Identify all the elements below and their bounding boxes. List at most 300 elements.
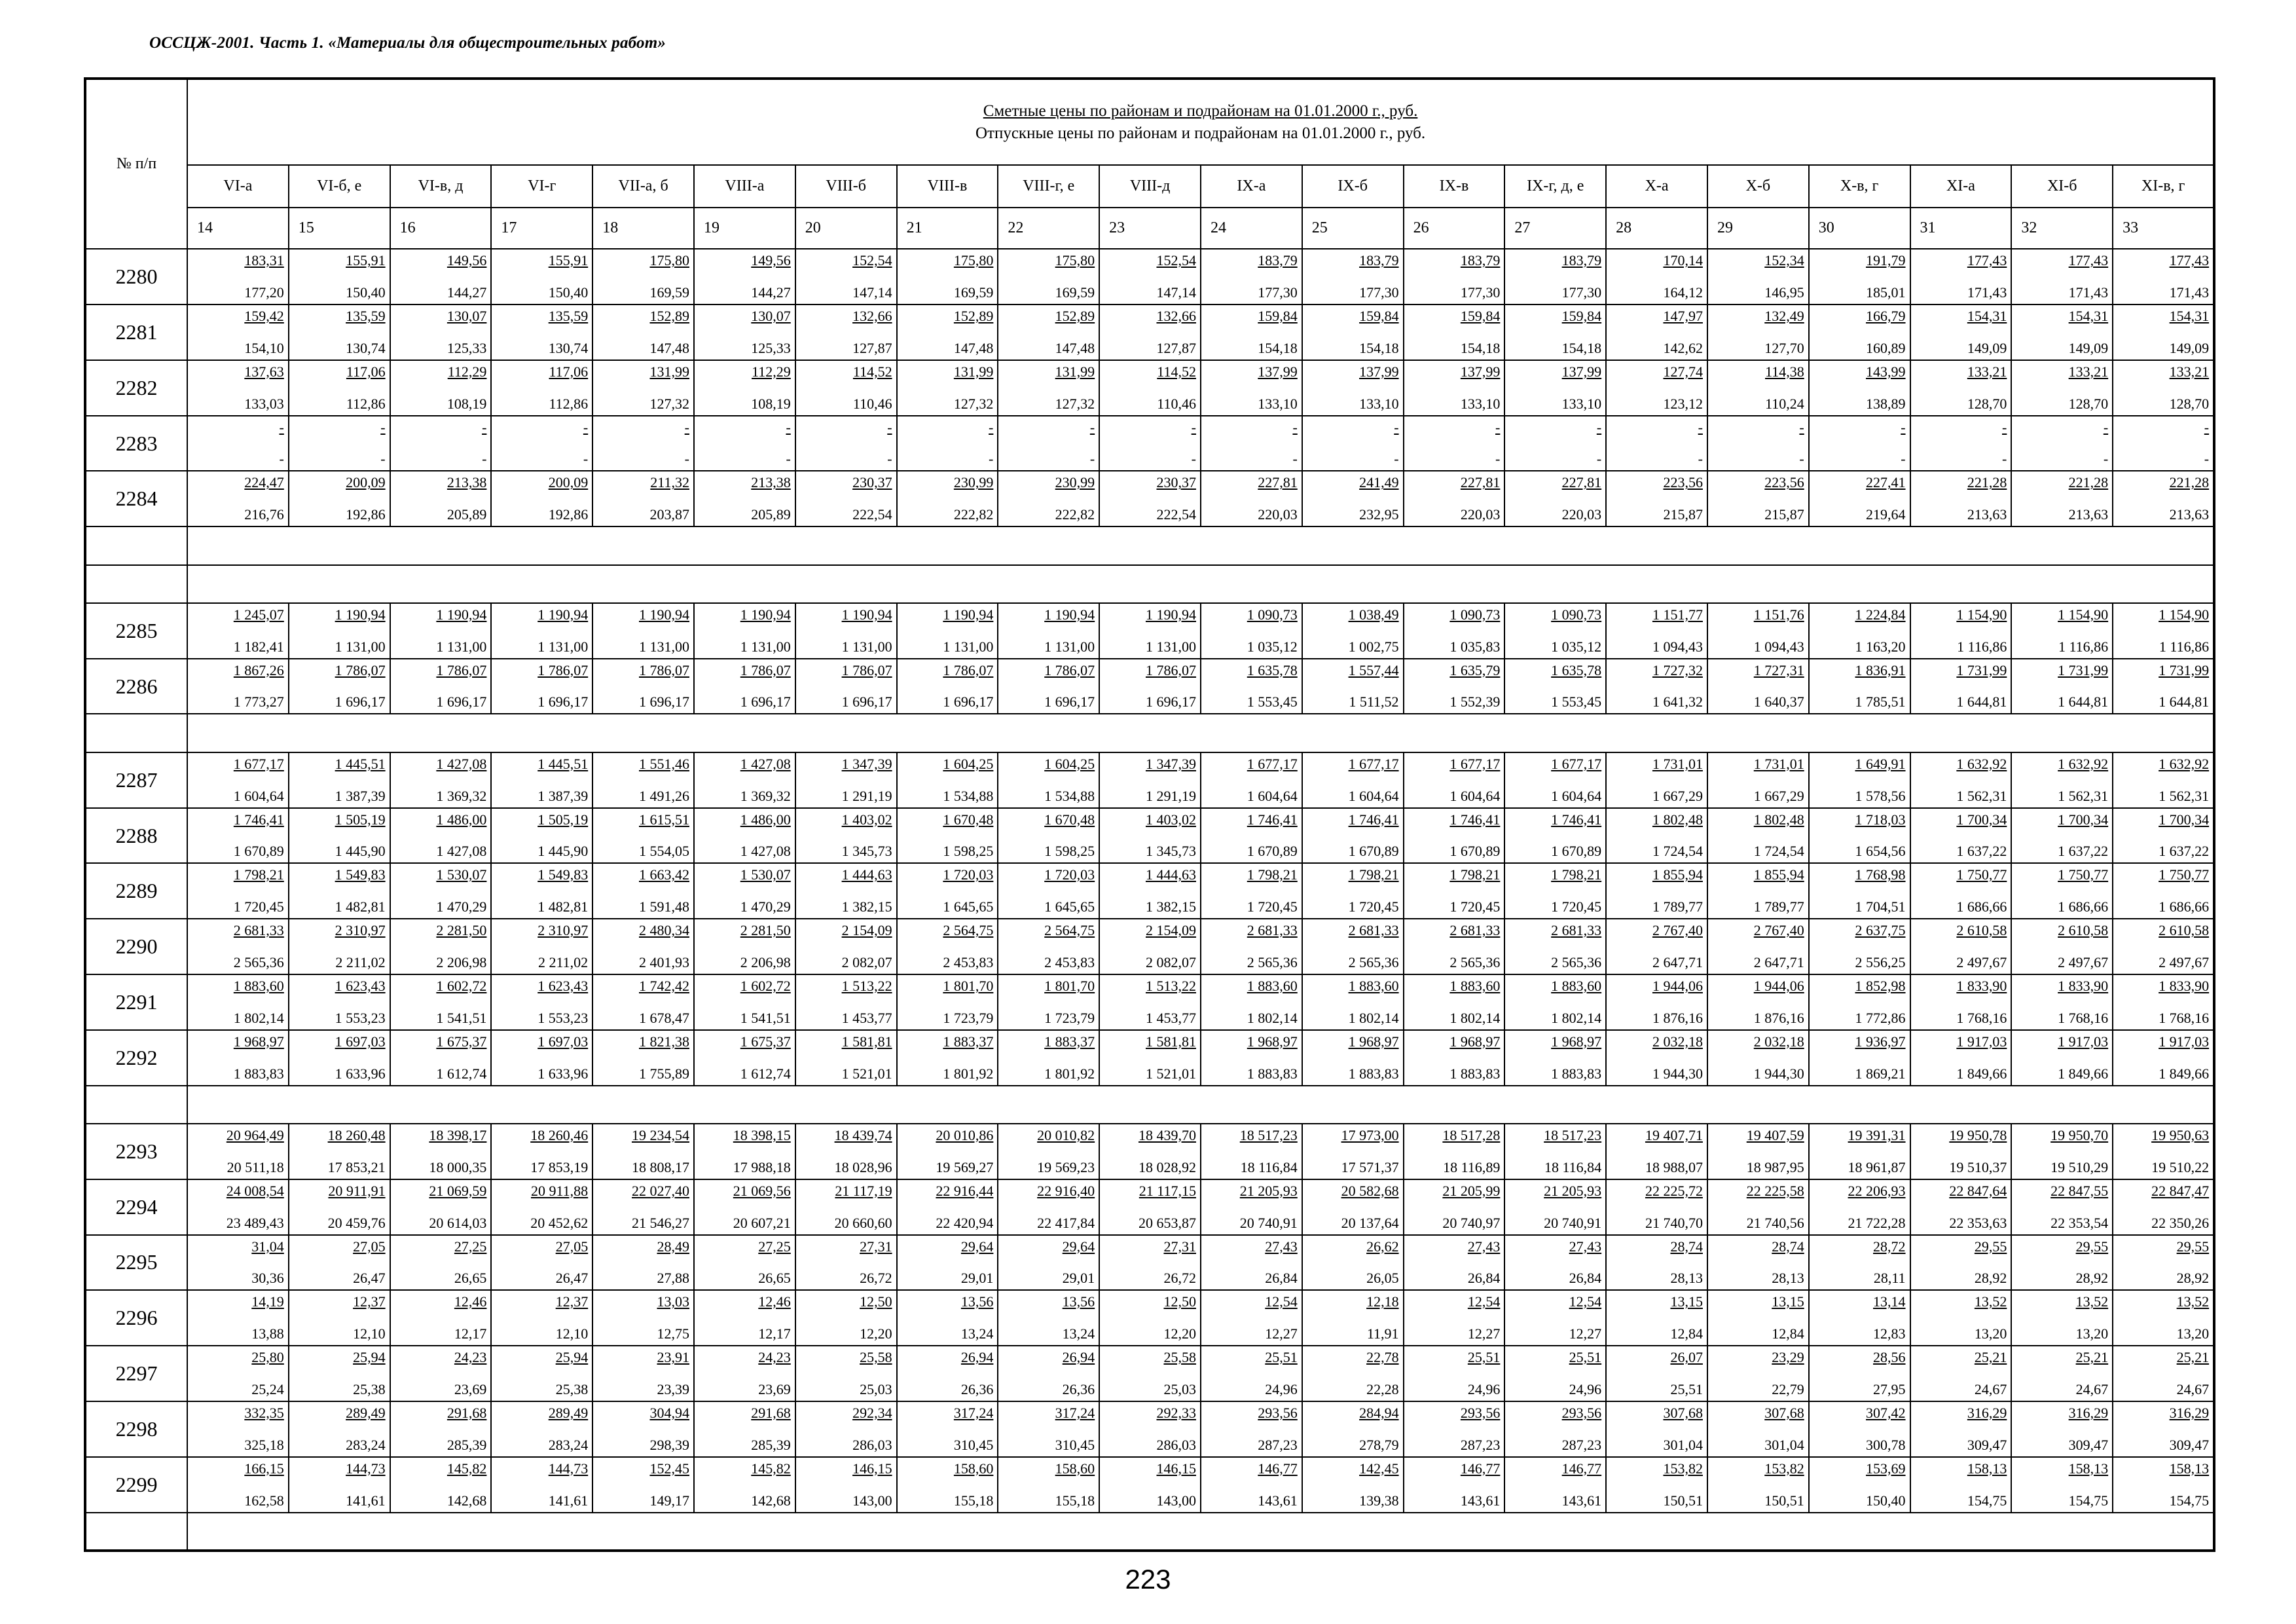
price-cell bbox=[2113, 863, 2214, 919]
column-number: 16 bbox=[390, 208, 492, 249]
region-header: VIII-д bbox=[1099, 165, 1201, 208]
estimated-price: 12,54 bbox=[1467, 1293, 1501, 1310]
table-row bbox=[85, 304, 2214, 360]
release-price: 22 420,94 bbox=[936, 1214, 994, 1231]
price-cell bbox=[795, 752, 897, 808]
estimated-price: 13,56 bbox=[960, 1293, 994, 1310]
price-cell bbox=[998, 863, 1099, 919]
price-cell bbox=[187, 919, 289, 974]
release-price: 127,70 bbox=[1764, 339, 1804, 356]
release-price: 26,47 bbox=[555, 1270, 589, 1287]
release-price: 2 401,93 bbox=[638, 954, 689, 970]
price-cell bbox=[1302, 1346, 1404, 1401]
release-price: 26,84 bbox=[1569, 1270, 1602, 1287]
price-cell bbox=[694, 1124, 795, 1179]
price-cell bbox=[289, 1401, 390, 1457]
release-price: 1 633,96 bbox=[335, 1065, 386, 1082]
release-price: - bbox=[1596, 451, 1602, 468]
price-cell bbox=[998, 974, 1099, 1030]
release-price: 1 453,77 bbox=[841, 1009, 892, 1026]
estimated-price: 316,29 bbox=[2169, 1404, 2210, 1421]
estimated-price: - bbox=[380, 418, 386, 435]
estimated-price: 293,56 bbox=[1561, 1404, 1602, 1421]
release-price: 1 944,30 bbox=[1652, 1065, 1703, 1082]
release-price: 143,00 bbox=[1156, 1492, 1196, 1509]
release-price: 1 696,17 bbox=[436, 693, 487, 710]
price-cell bbox=[1302, 919, 1404, 974]
row-number: 2282 bbox=[85, 360, 187, 416]
price-cell bbox=[1809, 1401, 1910, 1457]
release-price: 1 002,75 bbox=[1348, 638, 1399, 655]
estimated-price: 137,99 bbox=[1561, 363, 1602, 380]
estimated-price: 1 530,07 bbox=[436, 866, 487, 883]
table-row bbox=[85, 808, 2214, 864]
column-number: 27 bbox=[1504, 208, 1606, 249]
estimated-price: 1 090,73 bbox=[1247, 606, 1298, 623]
estimated-price: 2 281,50 bbox=[740, 922, 791, 939]
blank-cell bbox=[187, 714, 2214, 752]
estimated-price: 25,21 bbox=[2176, 1349, 2210, 1366]
estimated-price: 12,18 bbox=[1366, 1293, 1399, 1310]
estimated-price: 25,94 bbox=[555, 1349, 589, 1366]
estimated-price: 1 801,70 bbox=[943, 978, 994, 994]
price-cell bbox=[187, 1124, 289, 1179]
estimated-price: 25,51 bbox=[1265, 1349, 1298, 1366]
estimated-price: 1 505,19 bbox=[538, 811, 589, 828]
price-cell bbox=[187, 1346, 289, 1401]
price-cell bbox=[1404, 863, 1505, 919]
estimated-price: - bbox=[1901, 418, 1906, 435]
price-cell bbox=[1606, 603, 1707, 659]
release-price: 149,09 bbox=[1967, 339, 2007, 356]
price-cell bbox=[1606, 471, 1707, 526]
release-price: 1 553,23 bbox=[335, 1009, 386, 1026]
table-row bbox=[85, 1179, 2214, 1235]
release-price: 1 482,81 bbox=[335, 898, 386, 915]
release-price: 1 801,92 bbox=[943, 1065, 994, 1082]
price-cell bbox=[390, 919, 492, 974]
estimated-price: 133,21 bbox=[2169, 363, 2210, 380]
price-cell bbox=[1504, 659, 1606, 714]
release-price: 1 670,89 bbox=[1348, 843, 1399, 860]
price-cell bbox=[2113, 603, 2214, 659]
estimated-price: 1 798,21 bbox=[233, 866, 284, 883]
release-price: 192,86 bbox=[548, 506, 589, 523]
release-price: 147,48 bbox=[1055, 339, 1095, 356]
price-cell bbox=[592, 1235, 694, 1291]
release-price: 1 553,45 bbox=[1551, 693, 1602, 710]
release-price: 13,20 bbox=[1974, 1325, 2007, 1342]
estimated-price: - bbox=[1394, 418, 1399, 435]
estimated-price: 177,43 bbox=[1967, 252, 2007, 269]
price-cell bbox=[795, 471, 897, 526]
release-price: 143,61 bbox=[1561, 1492, 1602, 1509]
price-cell bbox=[2113, 752, 2214, 808]
release-price: 1 696,17 bbox=[1044, 693, 1095, 710]
release-price: 287,23 bbox=[1258, 1436, 1298, 1453]
price-cell bbox=[1201, 659, 1302, 714]
release-price: 215,87 bbox=[1663, 506, 1703, 523]
estimated-price: 1 697,03 bbox=[335, 1033, 386, 1050]
estimated-price: 1 649,91 bbox=[1855, 755, 1906, 772]
price-cell bbox=[592, 1179, 694, 1235]
release-price: 1 802,14 bbox=[1449, 1009, 1501, 1026]
price-cell bbox=[1302, 304, 1404, 360]
estimated-price: 28,49 bbox=[657, 1238, 689, 1255]
estimated-price: 2 564,75 bbox=[943, 922, 994, 939]
release-price: 1 116,86 bbox=[2159, 638, 2210, 655]
price-cell bbox=[1099, 1179, 1201, 1235]
price-cell bbox=[491, 304, 592, 360]
release-price: 2 082,07 bbox=[1145, 954, 1196, 970]
price-cell bbox=[390, 416, 492, 471]
price-cell bbox=[998, 808, 1099, 864]
price-cell bbox=[1404, 808, 1505, 864]
estimated-price: 2 310,97 bbox=[538, 922, 589, 939]
price-cell bbox=[694, 919, 795, 974]
release-price: 1 552,39 bbox=[1449, 693, 1501, 710]
price-cell bbox=[1404, 1179, 1505, 1235]
price-cell bbox=[2011, 808, 2113, 864]
price-cell bbox=[390, 808, 492, 864]
estimated-price: - bbox=[482, 418, 487, 435]
release-price: 20 653,87 bbox=[1138, 1214, 1196, 1231]
price-cell bbox=[592, 249, 694, 304]
release-price: 28,92 bbox=[2176, 1270, 2210, 1287]
release-price: 1 131,00 bbox=[436, 638, 487, 655]
price-cell bbox=[592, 752, 694, 808]
row-number: 2292 bbox=[85, 1030, 187, 1086]
table-row bbox=[85, 1346, 2214, 1401]
estimated-price: 1 742,42 bbox=[638, 978, 689, 994]
release-price: 301,04 bbox=[1663, 1436, 1703, 1453]
price-cell bbox=[694, 1457, 795, 1513]
release-price: 1 849,66 bbox=[1956, 1065, 2007, 1082]
price-cell bbox=[2113, 659, 2214, 714]
estimated-price: 230,37 bbox=[1156, 474, 1196, 491]
price-cell bbox=[1504, 863, 1606, 919]
estimated-price: 1 720,03 bbox=[1044, 866, 1095, 883]
row-number: 2290 bbox=[85, 919, 187, 974]
region-header: X-б bbox=[1707, 165, 1809, 208]
estimated-price: 332,35 bbox=[244, 1404, 284, 1421]
release-price: 287,23 bbox=[1561, 1436, 1602, 1453]
price-cell bbox=[491, 1290, 592, 1346]
estimated-price: 21 205,93 bbox=[1239, 1182, 1298, 1199]
price-cell bbox=[592, 416, 694, 471]
price-cell bbox=[1302, 863, 1404, 919]
release-price: 1 116,86 bbox=[1957, 638, 2007, 655]
release-price: 177,30 bbox=[1561, 284, 1602, 301]
estimated-price: 1 968,97 bbox=[1449, 1033, 1501, 1050]
price-cell bbox=[1606, 863, 1707, 919]
estimated-price: 21 069,56 bbox=[733, 1182, 791, 1199]
release-price: 17 571,37 bbox=[1341, 1158, 1399, 1175]
price-cell bbox=[897, 304, 998, 360]
release-price: 220,03 bbox=[1460, 506, 1501, 523]
price-cell bbox=[2113, 471, 2214, 526]
release-price: 149,17 bbox=[649, 1492, 689, 1509]
estimated-price: 1 746,41 bbox=[1551, 811, 1602, 828]
price-cell bbox=[1404, 249, 1505, 304]
table-row bbox=[85, 1124, 2214, 1179]
release-price: 286,03 bbox=[852, 1436, 892, 1453]
estimated-price: 132,49 bbox=[1764, 308, 1804, 325]
estimated-price: 1 632,92 bbox=[2159, 755, 2210, 772]
price-cell bbox=[897, 974, 998, 1030]
release-price: 2 565,36 bbox=[1348, 954, 1399, 970]
row-number: 2298 bbox=[85, 1401, 187, 1457]
estimated-price: 26,94 bbox=[1062, 1349, 1095, 1366]
release-price: 1 427,08 bbox=[740, 843, 791, 860]
release-price: 1 686,66 bbox=[2159, 898, 2210, 915]
release-price: 19 510,22 bbox=[2151, 1158, 2210, 1175]
table-row bbox=[85, 603, 2214, 659]
release-price: 12,20 bbox=[860, 1325, 892, 1342]
release-price: 1 453,77 bbox=[1145, 1009, 1196, 1026]
estimated-price: 1 677,17 bbox=[233, 755, 284, 772]
release-price: 1 604,64 bbox=[1348, 787, 1399, 804]
release-price: 21 740,56 bbox=[1746, 1214, 1804, 1231]
estimated-price: 2 681,33 bbox=[233, 922, 284, 939]
row-number: 2285 bbox=[85, 603, 187, 659]
release-price: 2 453,83 bbox=[943, 954, 994, 970]
price-cell bbox=[694, 974, 795, 1030]
price-cell bbox=[1099, 304, 1201, 360]
release-price: 2 211,02 bbox=[538, 954, 589, 970]
release-price: 1 883,83 bbox=[233, 1065, 284, 1082]
estimated-price: 227,81 bbox=[1561, 474, 1602, 491]
release-price: 1 720,45 bbox=[1348, 898, 1399, 915]
release-price: 1 724,54 bbox=[1652, 843, 1703, 860]
region-header: X-а bbox=[1606, 165, 1707, 208]
estimated-price: 131,99 bbox=[649, 363, 689, 380]
estimated-price: 25,80 bbox=[251, 1349, 284, 1366]
estimated-price: 18 398,15 bbox=[733, 1126, 791, 1143]
estimated-price: 25,51 bbox=[1569, 1349, 1602, 1366]
estimated-price: 1 750,77 bbox=[2159, 866, 2210, 883]
release-price: 1 686,66 bbox=[1956, 898, 2007, 915]
estimated-price: 2 610,58 bbox=[2058, 922, 2109, 939]
release-price: 1 578,56 bbox=[1855, 787, 1906, 804]
release-price: 155,18 bbox=[953, 1492, 994, 1509]
blank-cell bbox=[85, 1513, 187, 1551]
price-cell bbox=[1910, 808, 2012, 864]
estimated-price: 27,43 bbox=[1265, 1238, 1298, 1255]
estimated-price: 27,25 bbox=[758, 1238, 791, 1255]
estimated-price: 1 883,37 bbox=[943, 1033, 994, 1050]
release-price: - bbox=[1089, 451, 1095, 468]
estimated-price: 1 700,34 bbox=[1956, 811, 2007, 828]
estimated-price: 20 911,91 bbox=[328, 1182, 386, 1199]
estimated-price: 146,15 bbox=[1156, 1460, 1196, 1477]
estimated-price: 25,94 bbox=[353, 1349, 386, 1366]
price-cell bbox=[491, 603, 592, 659]
price-cell bbox=[592, 1346, 694, 1401]
estimated-price: 158,13 bbox=[2169, 1460, 2210, 1477]
release-price: - bbox=[1394, 451, 1399, 468]
price-cell bbox=[289, 863, 390, 919]
price-cell bbox=[1707, 1124, 1809, 1179]
release-price: 1 876,16 bbox=[1652, 1009, 1703, 1026]
price-cell bbox=[1504, 919, 1606, 974]
price-cell bbox=[795, 1235, 897, 1291]
estimated-price: 149,56 bbox=[751, 252, 791, 269]
price-cell bbox=[1201, 1235, 1302, 1291]
estimated-price: 2 767,40 bbox=[1753, 922, 1804, 939]
price-cell bbox=[1404, 1457, 1505, 1513]
price-cell bbox=[491, 659, 592, 714]
estimated-price: 241,49 bbox=[1359, 474, 1399, 491]
estimated-price: 1 883,37 bbox=[1044, 1033, 1095, 1050]
release-price: 1 869,21 bbox=[1855, 1065, 1906, 1082]
estimated-price: 2 681,33 bbox=[1247, 922, 1298, 939]
release-price: 112,86 bbox=[346, 395, 386, 412]
release-price: 27,88 bbox=[657, 1270, 689, 1287]
estimated-price: 152,54 bbox=[1156, 252, 1196, 269]
release-price: 127,32 bbox=[953, 395, 994, 412]
release-price: 1 369,32 bbox=[740, 787, 791, 804]
estimated-price: 1 604,25 bbox=[943, 755, 994, 772]
estimated-price: 22 847,64 bbox=[1949, 1182, 2007, 1199]
price-cell bbox=[897, 1124, 998, 1179]
price-cell bbox=[1606, 1346, 1707, 1401]
row-number: 2284 bbox=[85, 471, 187, 526]
price-cell bbox=[592, 360, 694, 416]
release-price: 1 541,51 bbox=[436, 1009, 487, 1026]
release-price: 1 035,83 bbox=[1449, 638, 1501, 655]
estimated-price: 317,24 bbox=[953, 1404, 994, 1421]
estimated-price: 26,62 bbox=[1366, 1238, 1399, 1255]
release-price: 1 470,29 bbox=[740, 898, 791, 915]
price-cell bbox=[187, 1290, 289, 1346]
price-cell bbox=[795, 863, 897, 919]
estimated-price: 1 190,94 bbox=[841, 606, 892, 623]
price-cell bbox=[1404, 471, 1505, 526]
estimated-price: 1 090,73 bbox=[1449, 606, 1501, 623]
estimated-price: 177,43 bbox=[2068, 252, 2109, 269]
estimated-price: 13,14 bbox=[1873, 1293, 1906, 1310]
price-cell bbox=[1707, 416, 1809, 471]
region-header: VI-г bbox=[491, 165, 592, 208]
price-cell bbox=[1504, 1179, 1606, 1235]
release-price: 185,01 bbox=[1866, 284, 1906, 301]
release-price: 1 644,81 bbox=[2159, 693, 2210, 710]
release-price: 150,40 bbox=[1866, 1492, 1906, 1509]
release-price: 22 350,26 bbox=[2151, 1214, 2210, 1231]
estimated-price: 158,60 bbox=[953, 1460, 994, 1477]
release-price: 215,87 bbox=[1764, 506, 1804, 523]
release-price: 20 740,91 bbox=[1544, 1214, 1602, 1231]
price-cell bbox=[1201, 1030, 1302, 1086]
release-price: 1 670,89 bbox=[233, 843, 284, 860]
price-cell bbox=[1404, 360, 1505, 416]
release-price: 26,47 bbox=[353, 1270, 386, 1287]
price-cell bbox=[1809, 1290, 1910, 1346]
release-price: 147,14 bbox=[852, 284, 892, 301]
estimated-price: 2 480,34 bbox=[638, 922, 689, 939]
price-cell bbox=[187, 1179, 289, 1235]
price-cell bbox=[2011, 1401, 2113, 1457]
estimated-price: 221,28 bbox=[2169, 474, 2210, 491]
price-cell bbox=[1910, 304, 2012, 360]
price-cell bbox=[187, 1401, 289, 1457]
estimated-price: 1 968,97 bbox=[1247, 1033, 1298, 1050]
estimated-price: 1 836,91 bbox=[1855, 661, 1906, 678]
release-price: 147,48 bbox=[953, 339, 994, 356]
release-price: 1 944,30 bbox=[1753, 1065, 1804, 1082]
release-price: - bbox=[2002, 451, 2007, 468]
table-row bbox=[85, 249, 2214, 304]
price-cell bbox=[491, 974, 592, 1030]
price-cell bbox=[2113, 1030, 2214, 1086]
estimated-price: 166,79 bbox=[1866, 308, 1906, 325]
release-price: 1 131,00 bbox=[638, 638, 689, 655]
estimated-price: 1 855,94 bbox=[1753, 866, 1804, 883]
estimated-price: 1 786,07 bbox=[1145, 661, 1196, 678]
column-number: 18 bbox=[592, 208, 694, 249]
price-cell bbox=[795, 416, 897, 471]
release-price: 1 670,89 bbox=[1449, 843, 1501, 860]
estimated-price: 130,07 bbox=[751, 308, 791, 325]
release-price: 298,39 bbox=[649, 1436, 689, 1453]
release-price: 203,87 bbox=[649, 506, 689, 523]
row-number: 2286 bbox=[85, 659, 187, 714]
price-cell bbox=[694, 471, 795, 526]
price-cell bbox=[795, 659, 897, 714]
release-price: 1 670,89 bbox=[1247, 843, 1298, 860]
price-cell bbox=[694, 752, 795, 808]
price-cell bbox=[1809, 249, 1910, 304]
release-price: 133,10 bbox=[1359, 395, 1399, 412]
release-price: 20 459,76 bbox=[327, 1214, 386, 1231]
estimated-price: 22 027,40 bbox=[631, 1182, 689, 1199]
estimated-price: 18 260,46 bbox=[530, 1126, 589, 1143]
release-price: 24,67 bbox=[2176, 1380, 2210, 1397]
price-cell bbox=[998, 1290, 1099, 1346]
estimated-price: 291,68 bbox=[446, 1404, 487, 1421]
release-price: 169,59 bbox=[649, 284, 689, 301]
price-cell bbox=[2011, 863, 2113, 919]
price-cell bbox=[1809, 1179, 1910, 1235]
blank-cell bbox=[85, 1086, 187, 1124]
estimated-price: 23,29 bbox=[1772, 1349, 1804, 1366]
price-cell bbox=[187, 360, 289, 416]
release-price: 18 028,96 bbox=[834, 1158, 892, 1175]
price-table bbox=[84, 77, 2215, 1552]
release-price: 149,09 bbox=[2068, 339, 2109, 356]
price-cell bbox=[187, 659, 289, 714]
estimated-price: 19 950,63 bbox=[2151, 1126, 2210, 1143]
price-cell bbox=[1404, 1124, 1505, 1179]
release-price: 18 961,87 bbox=[1848, 1158, 1906, 1175]
estimated-price: - bbox=[2002, 418, 2007, 435]
release-price: 143,00 bbox=[852, 1492, 892, 1509]
price-cell bbox=[2113, 1290, 2214, 1346]
price-cell bbox=[390, 1290, 492, 1346]
release-price: 192,86 bbox=[346, 506, 386, 523]
column-number: 30 bbox=[1809, 208, 1910, 249]
estimated-price: 2 681,33 bbox=[1449, 922, 1501, 939]
release-price: 1 755,89 bbox=[638, 1065, 689, 1082]
estimated-price: 144,73 bbox=[346, 1460, 386, 1477]
price-cell bbox=[1809, 416, 1910, 471]
price-cell bbox=[491, 808, 592, 864]
price-cell bbox=[694, 659, 795, 714]
estimated-price: 18 517,28 bbox=[1442, 1126, 1501, 1143]
release-price: - bbox=[786, 451, 791, 468]
region-header: XI-б bbox=[2011, 165, 2113, 208]
